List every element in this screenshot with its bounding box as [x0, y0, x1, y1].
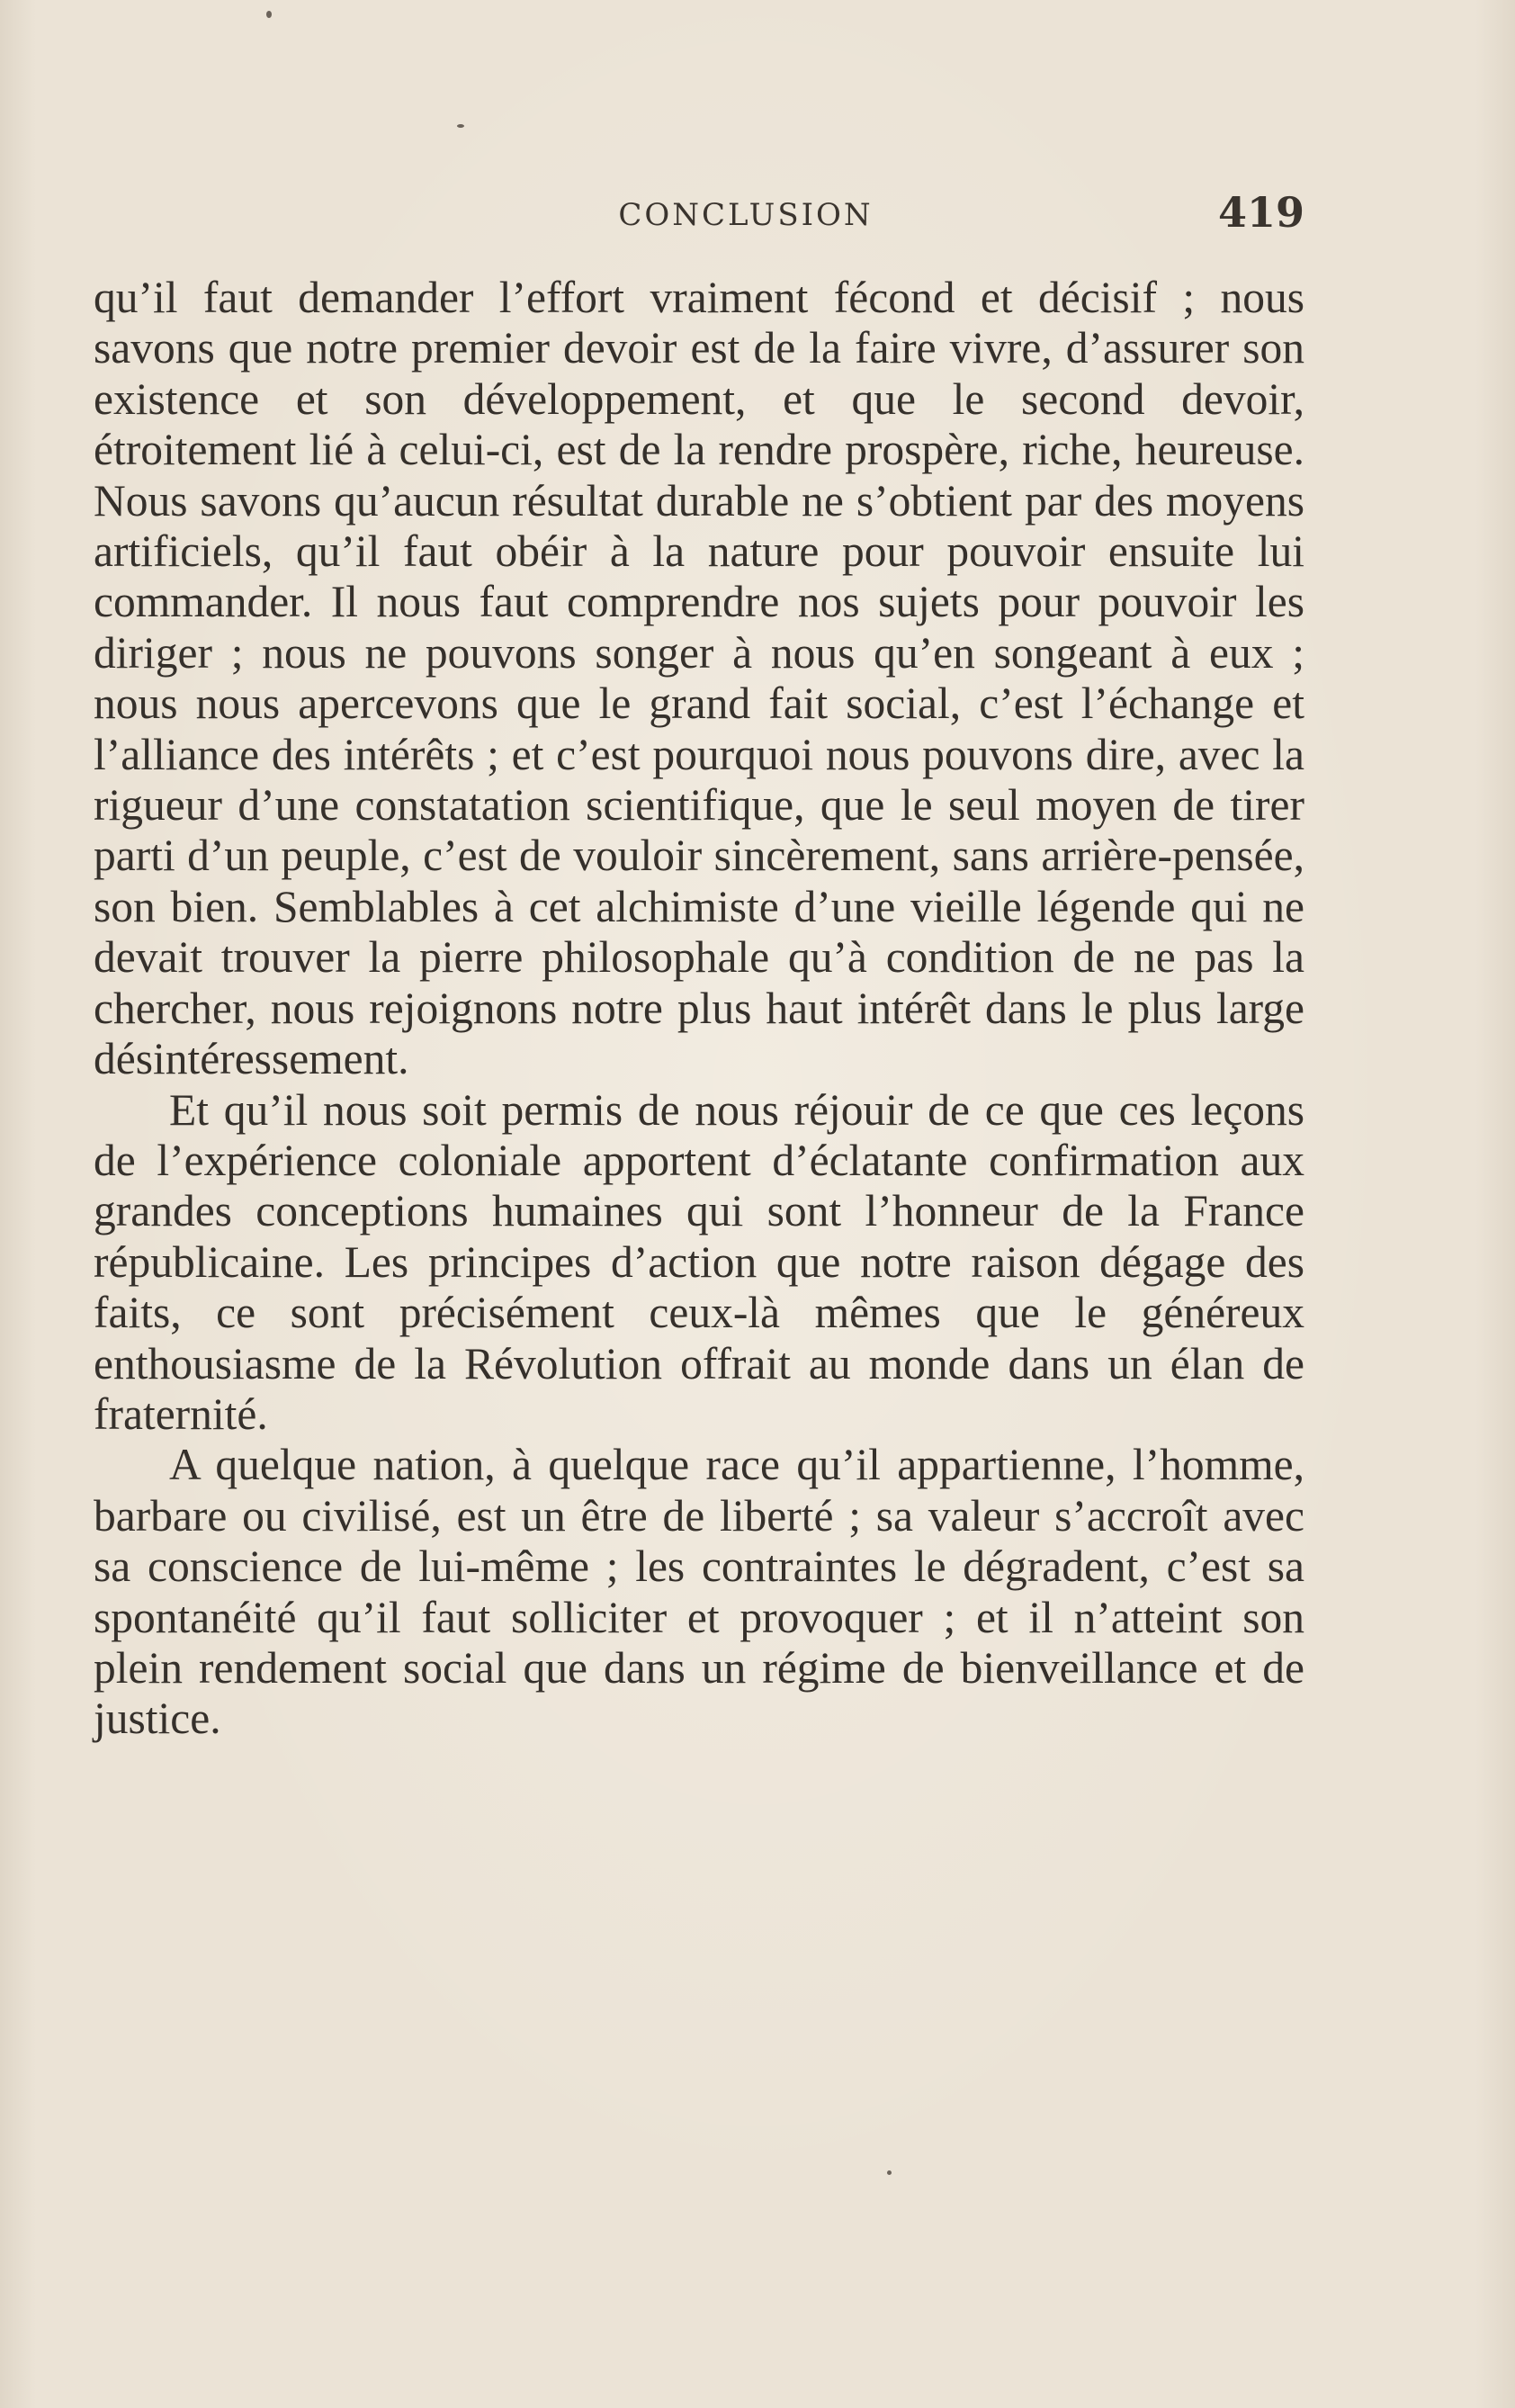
- paragraph-3: A quelque nation, à quelque race qu’il appartienne, l’homme, barbare ou civilisé, est un être de liberté ; sa valeur s’accroît avec sa conscience de lui-même ; les contraintes le dégradent, c’est sa spontanéité qu’il faut solliciter et provoquer ; et il n’atteint son plein rendement social que dans un régime de bienveillance et de justice.: [94, 1440, 1304, 1744]
- paragraph-1: qu’il faut demander l’effort vraiment fécond et décisif ; nous savons que notre premier devoir est de la faire vivre, d’assurer son existence et son développement, et que le second devoir, étroitement lié à celui-ci, est de la rendre prospère, riche, heureuse. Nous savons qu’aucun résultat durable ne s’obtient par des moyens artificiels, qu’il faut obéir à la nature pour pouvoir ensuite lui commander. Il nous faut comprendre nos sujets pour pouvoir les diriger ; nous ne pouvons songer à nous qu’en songeant à eux ; nous nous apercevons que le grand fait social, c’est l’échange et l’alliance des intérêts ; et c’est pourquoi nous pouvons dire, avec la rigueur d’une constatation scientifique, que le seul moyen de tirer parti d’un peuple, c’est de vouloir sincèrement, sans arrière-pensée, son bien. Semblables à cet alchimiste d’une vieille légende qui ne devait trouver la pierre philosophale qu’à condition de ne pas la chercher, nous rejoignons notre plus haut intérêt dans le plus large désintéressement.: [94, 273, 1304, 1084]
- ink-speck-header: [457, 124, 464, 128]
- running-title: CONCLUSION: [618, 197, 874, 233]
- ink-speck-top: [266, 11, 272, 18]
- page-header: [115, 184, 1304, 247]
- page-number: 419: [1217, 188, 1304, 237]
- paragraph-2: Et qu’il nous soit permis de nous réjouir de ce que ces leçons de l’expérience coloniale apportent d’éclatante confirmation aux grandes conceptions humaines qui sont l’honneur de la France républicaine. Les principes d’action que notre raison dégage des faits, ce sont précisément ceux-là mêmes que le généreux enthousiasme de la Révolution offrait au monde dans un élan de fraternité.: [94, 1084, 1304, 1439]
- ink-speck-bottom: [887, 2170, 892, 2175]
- body-text: [94, 273, 1304, 1745]
